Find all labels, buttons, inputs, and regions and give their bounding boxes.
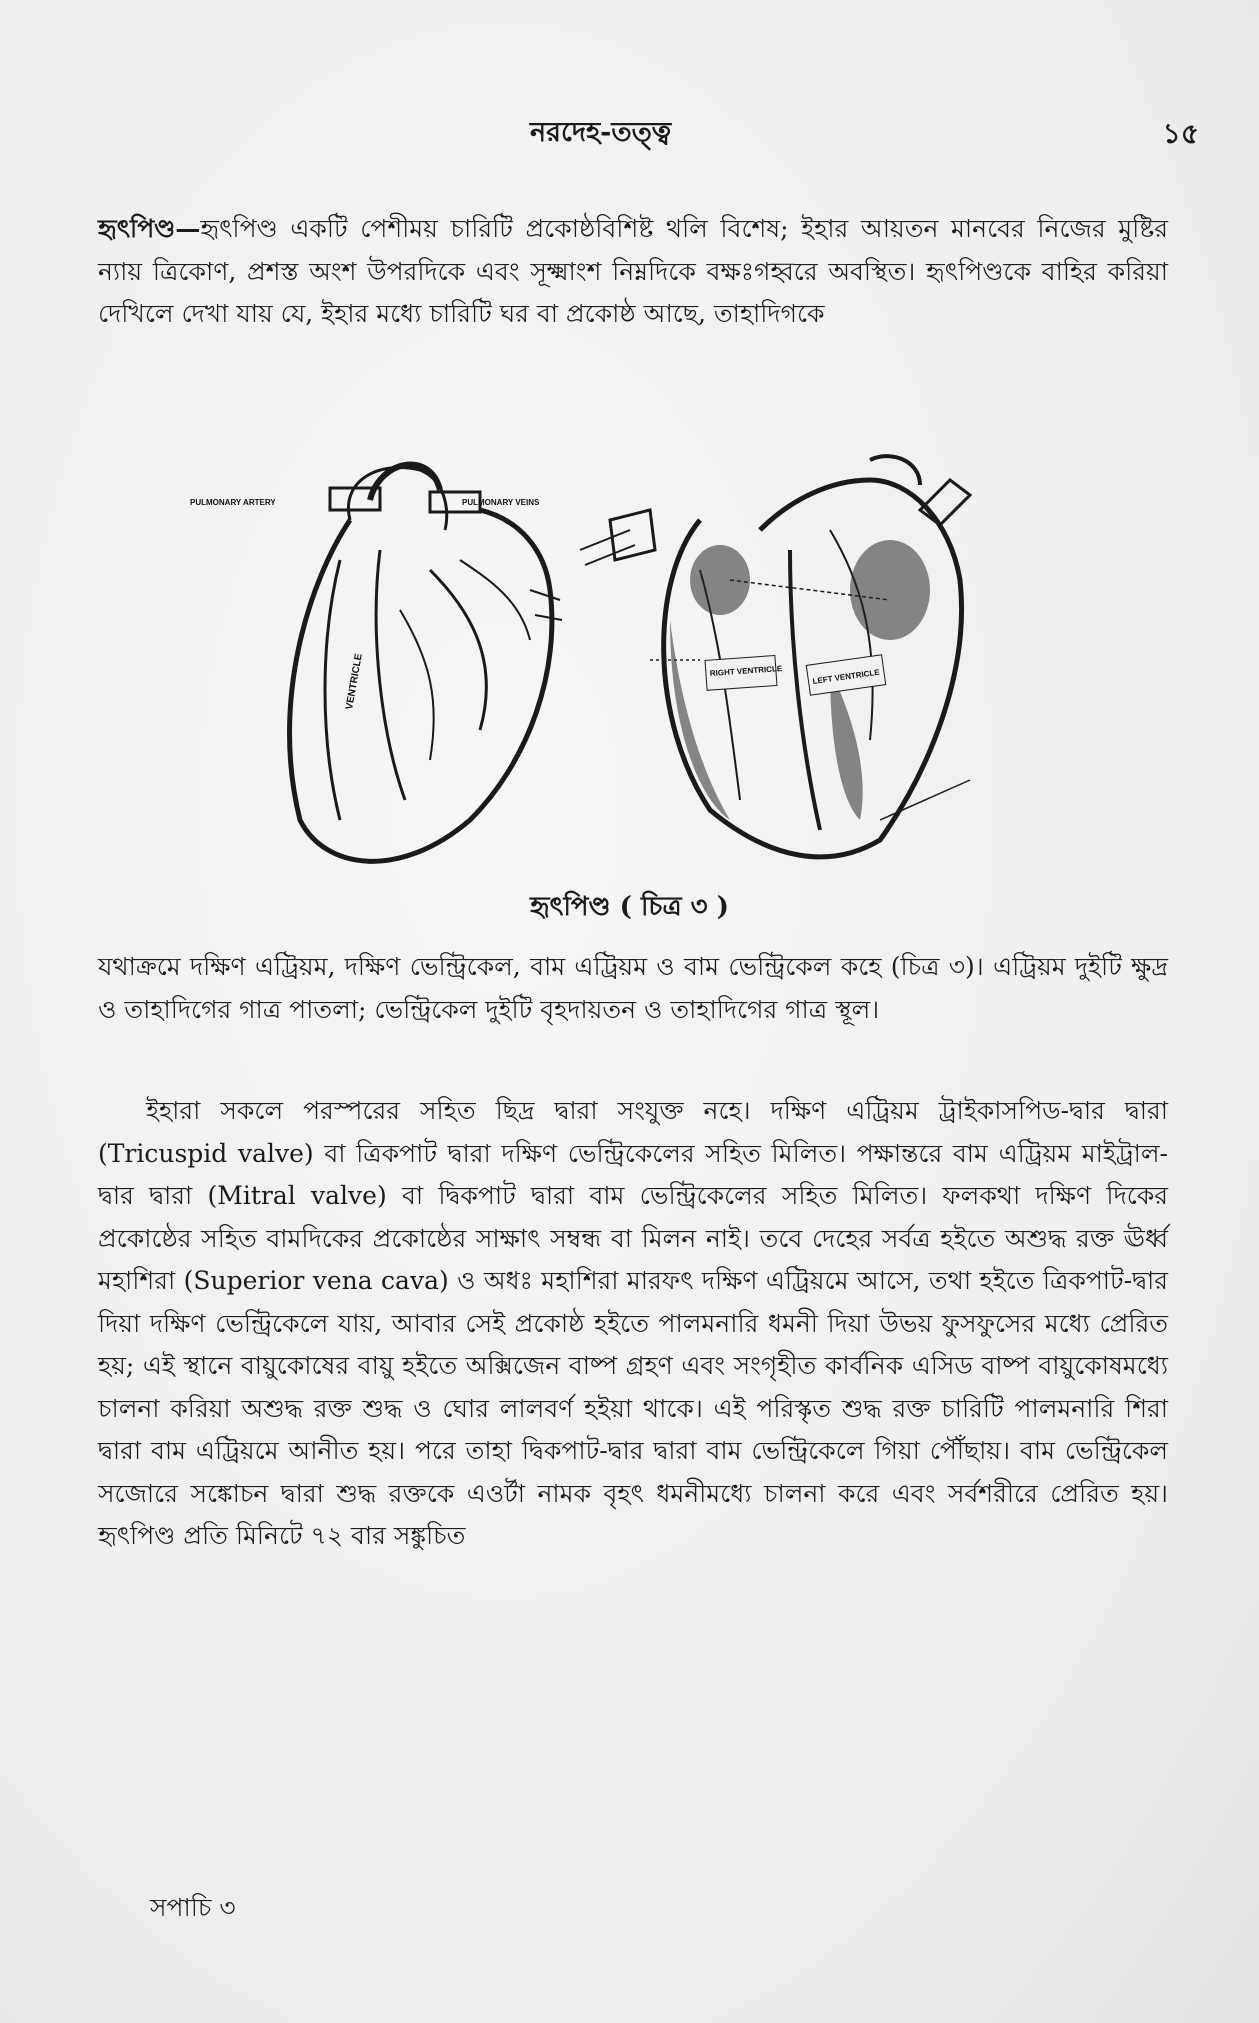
label-right-ventricle: RIGHT VENTRICLE	[709, 663, 783, 678]
paragraph-text: হৃৎপিণ্ড একটি পেশীময় চারিটি প্রকোষ্ঠবিশিষ্ট থলি বিশেষ; ইহার আয়তন মানবের নিজের মুষ্টির ন্যায় ত্রিকোণ, প্রশস্ত অংশ উপরদিকে এবং সূক্ষ্মাংশ নিম্নদিকে বক্ষঃগহ্বরে অবস্থিত। হৃৎপিণ্ডকে বাহির করিয়া দেখিলে দেখা যায় যে, ইহার মধ্যে চারিটি ঘর বা প্রকোষ্ঠ আছে, তাহাদিগকে	[98, 214, 1168, 328]
paragraph-chambers: যথাক্রমে দক্ষিণ এট্রিয়ম, দক্ষিণ ভেন্ট্রিকেল, বাম এট্রিয়ম ও বাম ভেন্ট্রিকেল কহে (চিত্র ৩)। এট্রিয়ম দুইটি ক্ষুদ্র ও তাহাদিগের গাত্র পাতলা; ভেন্ট্রিকেল দুইটি বৃহদায়তন ও তাহাদিগের গাত্র স্থূল।	[98, 952, 1168, 1024]
label-pulmonary-veins: PULMONARY VEINS	[462, 498, 540, 507]
printer-signature: সপাচি ৩	[150, 1893, 236, 1922]
heart-exterior-drawing	[290, 465, 562, 862]
label-left-ventricle: LEFT VENTRICLE	[812, 667, 881, 686]
heading-term: হৃৎপিণ্ড—	[98, 214, 201, 243]
paragraph-circulation: ইহারা সকলে পরস্পরের সহিত ছিদ্র দ্বারা সংযুক্ত নহে। দক্ষিণ এট্রিয়ম ট্রাইকাসপিড-দ্বার দ্বারা (Tricuspid valve) বা ত্রিকপাট দ্বারা দক্ষিণ ভেন্ট্রিকেলের সহিত মিলিত। পক্ষান্তরে বাম এট্রিয়ম মাইট্রাল-দ্বার দ্বারা (Mitral valve) বা দ্বিকপাট দ্বারা বাম ভেন্ট্রিকেলের সহিত মিলিত। ফলকথা দক্ষিণ দিকের প্রকোষ্ঠের সহিত বামদিকের প্রকোষ্ঠের সাক্ষাৎ সম্বন্ধ বা মিলন নাই। তবে দেহের সর্বত্র হইতে অশুদ্ধ রক্ত ঊর্ধ্ব মহাশিরা (Superior vena cava) ও অধঃ মহাশিরা মারফৎ দক্ষিণ এট্রিয়মে আসে, তথা হইতে ত্রিকপাট-দ্বার দিয়া দক্ষিণ ভেন্ট্রিকেলে যায়, আবার সেই প্রকোষ্ঠ হইতে পালমনারি ধমনী দিয়া উভয় ফুসফুসের মধ্যে প্রেরিত হয়; এই স্থানে বায়ুকোষের বায়ু হইতে অক্সিজেন বাষ্প গ্রহণ এবং সংগৃহীত কার্বনিক এসিড বাষ্প বায়ুকোষমধ্যে চালনা করিয়া অশুদ্ধ রক্ত শুদ্ধ ও ঘোর লালবর্ণ হইয়া থাকে। এই পরিস্কৃত শুদ্ধ রক্ত চারিটি পালমনারি শিরা দ্বারা বাম এট্রিয়মে আনীত হয়। পরে তাহা দ্বিকপাট-দ্বার দ্বারা বাম ভেন্ট্রিকেলে গিয়া পৌঁছায়। বাম ভেন্ট্রিকেল সজোরে সঙ্কোচন দ্বারা শুদ্ধ রক্তকে এওর্টা নামক বৃহৎ ধমনীমধ্যে চালনা করে এবং সর্বশরীরে প্রেরিত হয়। হৃৎপিণ্ড প্রতি মিনিটে ৭২ বার সঙ্কুচিত	[98, 1096, 1168, 1550]
running-title: নরদেহ-তত্ত্ব	[530, 117, 672, 148]
page-number: ১৫	[1162, 117, 1199, 150]
label-pulmonary-artery: PULMONARY ARTERY	[190, 498, 276, 507]
paragraph-heart-intro	[98, 208, 1168, 336]
label-ventricle: VENTRICLE	[344, 652, 365, 711]
running-header	[90, 112, 1199, 152]
heart-illustration	[190, 440, 1060, 870]
figure-caption: হৃৎপিণ্ড ( চিত্র ৩ )	[530, 892, 729, 922]
